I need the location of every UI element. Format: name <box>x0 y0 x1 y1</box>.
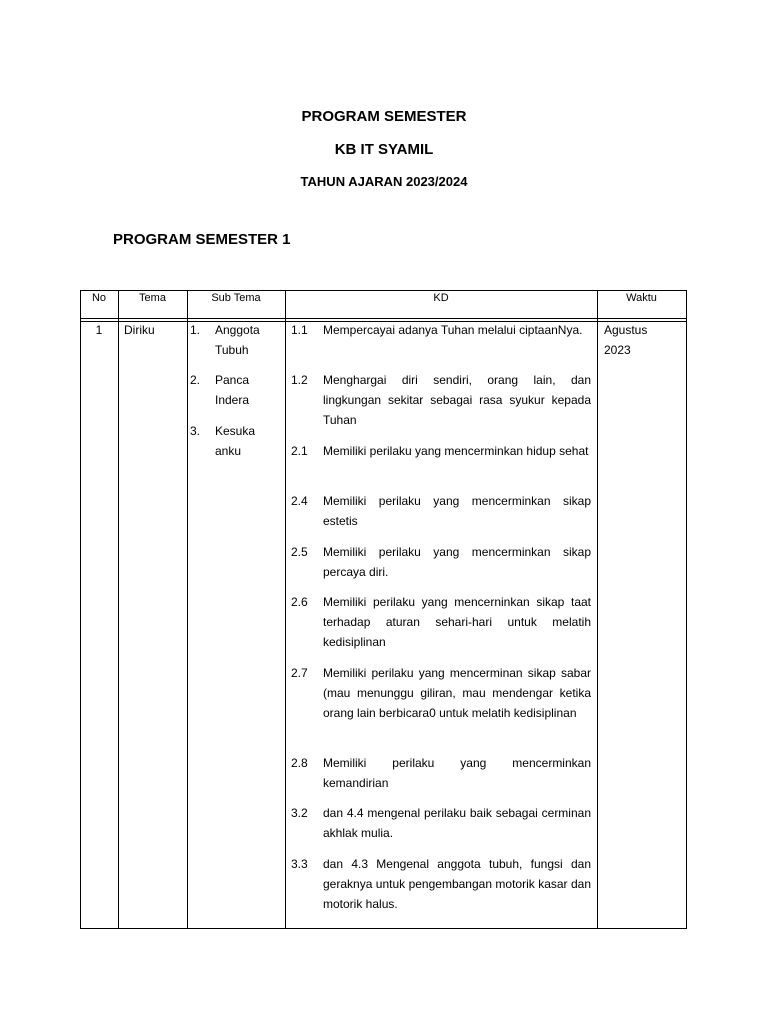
row-no: 1 <box>95 323 103 337</box>
row-waktu-year: 2023 <box>604 343 631 357</box>
col-line-0 <box>80 290 81 929</box>
kd-text: Memiliki perilaku yang mencerminkan sikap percaya diri. <box>323 545 591 579</box>
sub-tema-text: Panca Indera <box>215 373 250 407</box>
kd-text: Memiliki perilaku yang mencerminan sikap sabar (mau menunggu giliran, mau mendengar ketika orang lain berbicara0 untuk melatih kedisiplinan <box>323 666 591 720</box>
kd-num: 1.2 <box>291 373 308 387</box>
row-tema: Diriku <box>124 323 155 337</box>
academic-year: TAHUN AJARAN 2023/2024 <box>300 174 468 189</box>
kd-text: Mempercayai adanya Tuhan melalui ciptaanNya. <box>323 323 583 337</box>
col-line-2 <box>187 290 188 929</box>
kd-text: Memiliki perilaku yang mencerninkan sikap taat terhadap aturan sehari-hari untuk melatih kedisiplinan <box>323 595 591 649</box>
kd-num: 2.7 <box>291 666 308 680</box>
col-line-3 <box>285 290 286 929</box>
header-kd: KD <box>433 292 449 304</box>
kd-text: Memiliki perilaku yang mencerminkan sikap estetis <box>323 494 591 528</box>
kd-num: 3.3 <box>291 857 308 871</box>
col-line-5 <box>686 290 687 929</box>
kd-num: 2.5 <box>291 545 308 559</box>
document-title: PROGRAM SEMESTER <box>301 108 467 125</box>
header-no: No <box>91 292 107 304</box>
col-line-4 <box>597 290 598 929</box>
kd-num: 3.2 <box>291 806 308 820</box>
kd-num: 2.6 <box>291 595 308 609</box>
kd-text: Memiliki perilaku yang mencerminkan kemandirian <box>323 756 591 790</box>
school-name: KB IT SYAMIL <box>334 141 434 158</box>
program-table <box>80 290 687 929</box>
kd-num: 2.4 <box>291 494 308 508</box>
kd-num: 2.8 <box>291 756 308 770</box>
kd-num: 2.1 <box>291 444 308 458</box>
kd-num: 1.1 <box>291 323 308 337</box>
table-border-top <box>80 290 687 291</box>
kd-text: dan 4.4 mengenal perilaku baik sebagai cerminan akhlak mulia. <box>323 806 591 840</box>
kd-text: Memiliki perilaku yang mencerminkan hidup sehat <box>323 444 589 458</box>
header-tema: Tema <box>139 292 166 304</box>
sub-tema-text: Kesuka anku <box>215 424 256 458</box>
header-waktu: Waktu <box>626 292 657 304</box>
table-border-bottom <box>80 928 687 929</box>
kd-text: dan 4.3 Mengenal anggota tubuh, fungsi dan geraknya untuk pengembangan motorik kasar dan motorik halus. <box>323 857 591 911</box>
sub-tema-text: Anggota Tubuh <box>215 323 260 357</box>
sub-tema-num: 1. <box>190 323 201 337</box>
col-line-1 <box>118 290 119 929</box>
section-heading: PROGRAM SEMESTER 1 <box>113 231 291 248</box>
header-sub-tema: Sub Tema <box>211 292 261 304</box>
sub-tema-num: 2. <box>190 373 201 387</box>
row-waktu-month: Agustus <box>604 323 648 337</box>
kd-text: Menghargai diri sendiri, orang lain, dan lingkungan sekitar sebagai rasa syukur kepada Tuhan <box>323 373 591 427</box>
sub-tema-num: 3. <box>190 424 201 438</box>
header-divider <box>80 318 687 319</box>
